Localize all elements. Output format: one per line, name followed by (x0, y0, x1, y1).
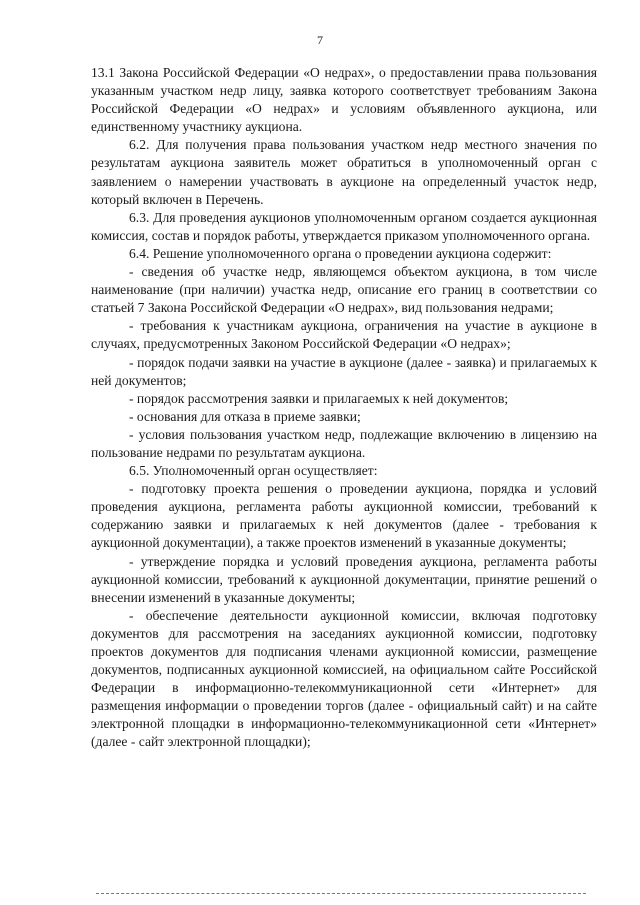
paragraph-6-4: 6.4. Решение уполномоченного органа о проведении аукциона содержит: (129, 245, 552, 261)
list-item-participant-requirements: - требования к участникам аукциона, ограничения на участие в аукционе в случаях, предусмотренных Законом Российской Федерации «О недрах»; (91, 318, 597, 352)
list-item-refusal-grounds: - основания для отказа в приеме заявки; (129, 408, 361, 424)
list-item-subsoil-info: - сведения об участке недр, являющемся объектом аукциона, в том числе наименование (при наличии) участка недр, описание его границ в соответствии со статьей 7 Закона Российской Федерации «О недрах», вид пользования недрами; (91, 264, 597, 316)
document-body (91, 64, 597, 752)
list-item-review-procedure: - порядок рассмотрения заявки и прилагаемых к ней документов; (129, 390, 509, 406)
list-item-license-conditions: - условия пользования участком недр, подлежащие включению в лицензию на пользование недрами по результатам аукциона. (91, 426, 597, 460)
list-item-draft-preparation: - подготовку проекта решения о проведении аукциона, порядка и условий проведения аукциона, регламента работы аукционной комиссии, требований к содержанию заявки и прилагаемых к ней документов (далее - требования к аукционной документации), а также проектов изменений в указанные документы; (91, 481, 597, 551)
page-number: 7 (317, 33, 323, 47)
list-item-approval: - утверждение порядка и условий проведения аукциона, регламента работы аукционной комиссии, требований к аукционной документации, принятие решений о внесении изменений в указанные документы; (91, 553, 597, 605)
bottom-divider (96, 893, 586, 894)
list-item-application-procedure: - порядок подачи заявки на участие в аукционе (далее - заявка) и прилагаемых к ней документов; (91, 354, 597, 388)
list-item-commission-support: - обеспечение деятельности аукционной комиссии, включая подготовку документов для рассмотрения на заседаниях аукционной комиссии, подготовку проектов документов для подписания членами аукционной комиссии, размещение документов, подписанных аукционной комиссией, на официальном сайте Российской Федерации в информационно-телекоммуникационной сети «Интернет» для размещения информации о проведении торгов (далее - официальный сайт) и на сайте электронной площадки в информационно-телекоммуникационной сети «Интернет» (далее - сайт электронной площадки); (91, 607, 597, 750)
paragraph-6-5: 6.5. Уполномоченный орган осуществляет: (129, 463, 378, 479)
paragraph-13-1-continuation: 13.1 Закона Российской Федерации «О недрах», о предоставлении права пользования указанным участком недр лицу, заявка которого соответствует требованиям Закона Российской Федерации «О недрах» и условиям объявленного аукциона, или единственному участнику аукциона. (91, 65, 597, 135)
paragraph-6-3: 6.3. Для проведения аукционов уполномоченным органом создается аукционная комиссия, состав и порядок работы, утверждается приказом уполномоченного органа. (91, 209, 597, 243)
paragraph-6-2: 6.2. Для получения права пользования участком недр местного значения по результатам аукциона заявитель может обратиться в уполномоченный орган с заявлением о намерении участвовать в аукционе на определенный участок недр, который включен в Перечень. (91, 137, 597, 207)
